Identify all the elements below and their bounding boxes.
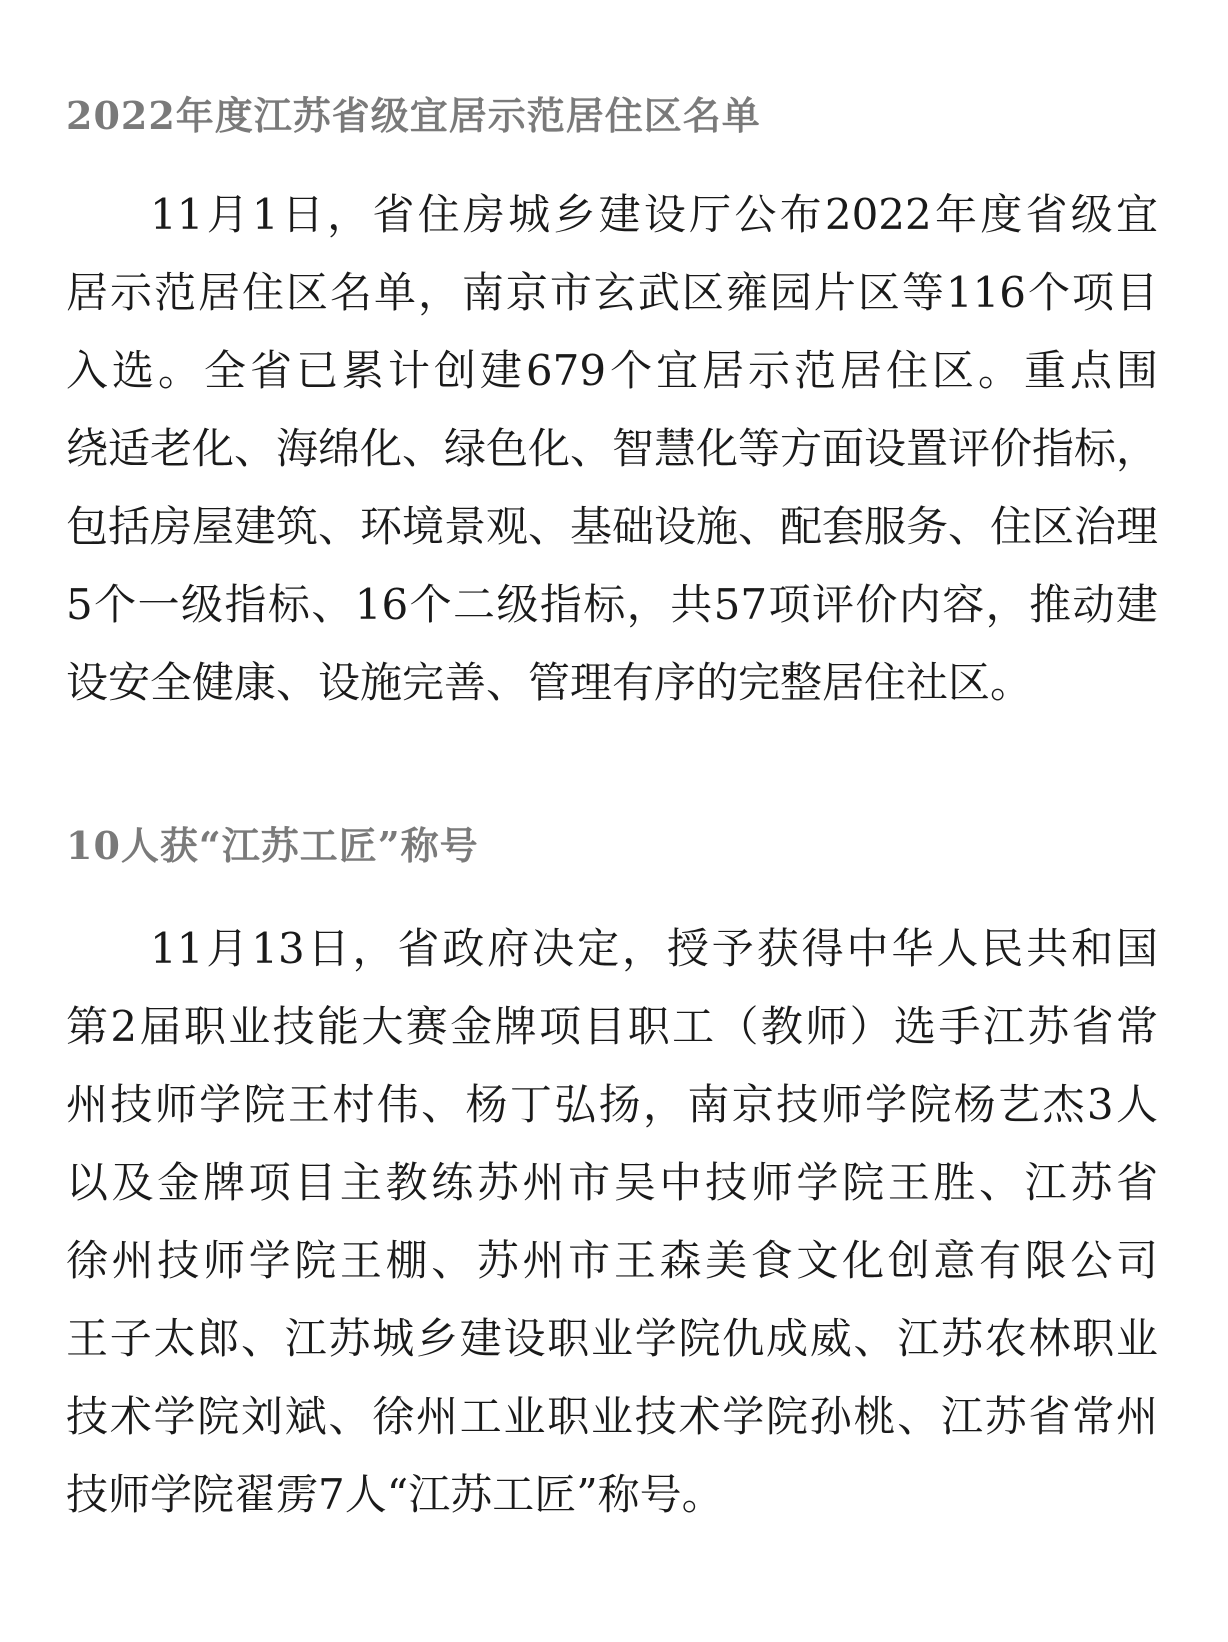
paragraph-line: 技术学院刘斌、徐州工业职业技术学院孙桃、江苏省常州 — [66, 1392, 1158, 1441]
paragraph-line: 徐州技师学院王棚、苏州市王森美食文化创意有限公司 — [66, 1236, 1158, 1285]
paragraph-line: 11月1日，省住房城乡建设厅公布2022年度省级宜 — [150, 190, 1158, 239]
section-title: 2022年度江苏省级宜居示范居住区名单 — [66, 93, 761, 138]
section-title: 10人获“江苏工匠”称号 — [66, 823, 479, 868]
paragraph-line: 王子太郎、江苏城乡建设职业学院仇成威、江苏农林职业 — [66, 1314, 1158, 1363]
paragraph-line: 技师学院翟雳7人“江苏工匠”称号。 — [66, 1470, 724, 1519]
paragraph-line: 设安全健康、设施完善、管理有序的完整居住社区。 — [66, 658, 1033, 707]
paragraph-line: 第2届职业技能大赛金牌项目职工（教师）选手江苏省常 — [66, 1002, 1158, 1051]
paragraph-line: 居示范居住区名单，南京市玄武区雍园片区等116个项目 — [66, 268, 1158, 317]
paragraph-line: 5个一级指标、16个二级指标，共57项评价内容，推动建 — [66, 580, 1158, 629]
paragraph-line: 11月13日，省政府决定，授予获得中华人民共和国 — [150, 924, 1158, 973]
paragraph-line: 入选。全省已累计创建679个宜居示范居住区。重点围 — [66, 346, 1158, 395]
paragraph-line: 州技师学院王村伟、杨丁弘扬，南京技师学院杨艺杰3人 — [66, 1080, 1158, 1129]
section-paragraph — [66, 910, 1158, 1534]
paragraph-line: 以及金牌项目主教练苏州市吴中技师学院王胜、江苏省 — [66, 1158, 1158, 1207]
paragraph-line: 包括房屋建筑、环境景观、基础设施、配套服务、住区治理 — [66, 502, 1158, 551]
paragraph-line: 绕适老化、海绵化、绿色化、智慧化等方面设置评价指标， — [66, 424, 1158, 473]
section-paragraph — [66, 176, 1158, 722]
